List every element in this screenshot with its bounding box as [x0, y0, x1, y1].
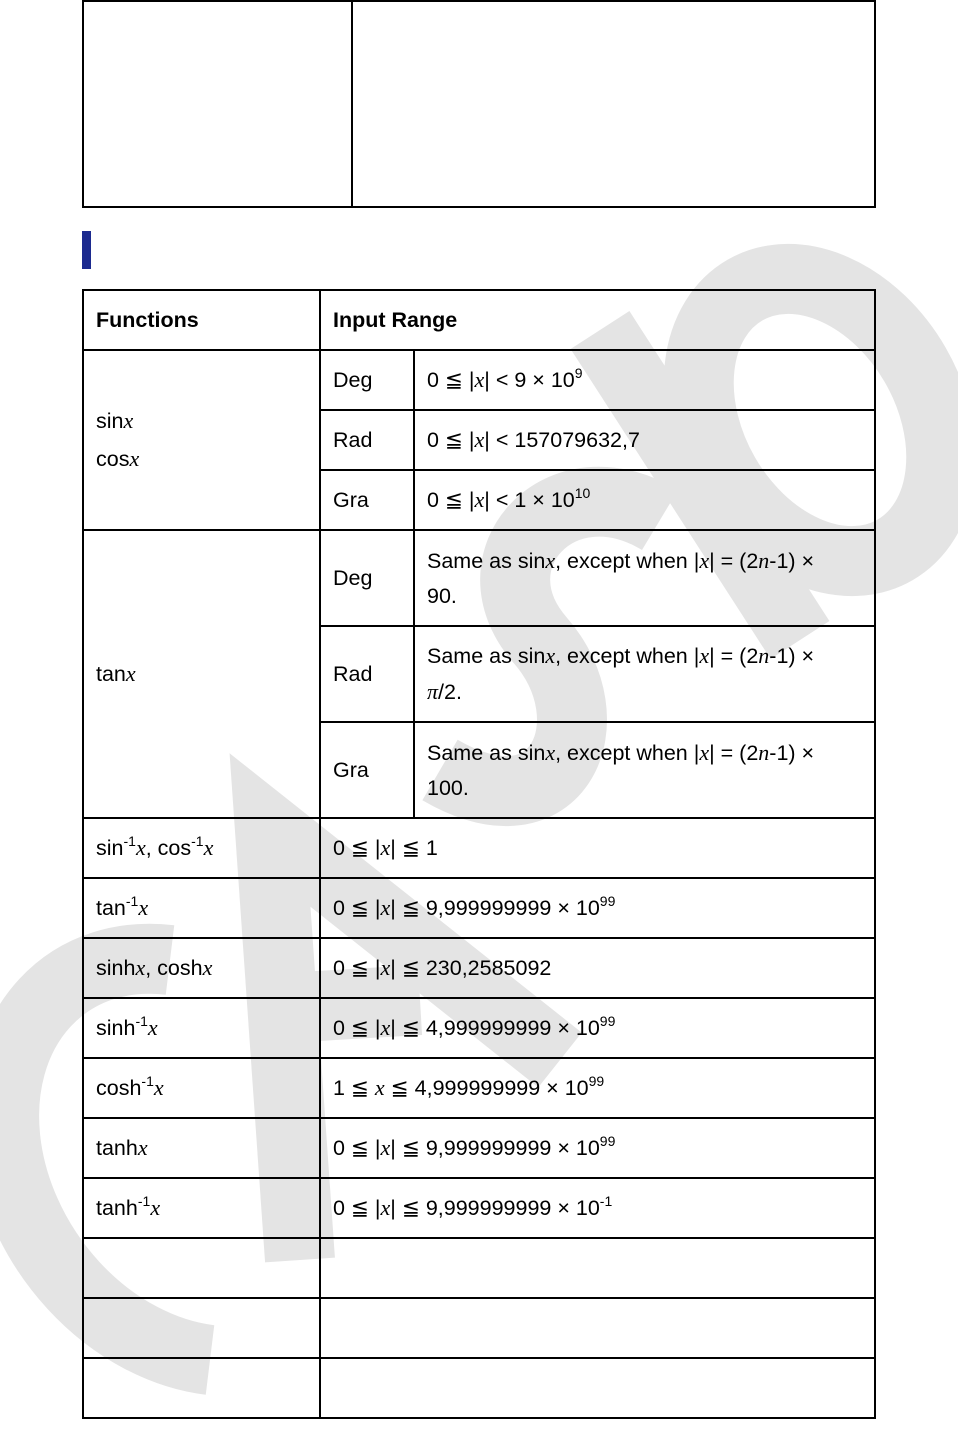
table-row: [83, 938, 875, 998]
empty-cell: [83, 1238, 320, 1298]
range-value: 0 ≦ |x| ≦ $9,999999999 \times 10^{-1}$: [320, 1178, 875, 1238]
header-functions: Functions: [83, 290, 320, 350]
function-atanh: $\tanh^{-1}x$: [83, 1178, 320, 1238]
table-row: [83, 1358, 875, 1418]
table-row: [83, 1118, 875, 1178]
function-tan: tanx: [83, 530, 320, 818]
empty-cell: [320, 1358, 875, 1418]
function-tanh: tanhx: [83, 1118, 320, 1178]
function-atan: $\tan^{-1}x$: [83, 878, 320, 938]
range-value: Same as sinx, except when |x| = (2n-1) × 100.: [414, 722, 875, 818]
range-value: 0 ≦ |x| ≦ 230,2585092: [320, 938, 875, 998]
range-value: Same as sinx, except when |x| = (2n-1) × π/2.: [414, 626, 875, 722]
table-row: [83, 818, 875, 878]
empty-cell: [83, 1298, 320, 1358]
function-acosh: $\cosh^{-1}x$: [83, 1058, 320, 1118]
table-row: [83, 878, 875, 938]
range-value: Same as sinx, except when |x| = (2n-1) × 90.: [414, 530, 875, 626]
table-row: [83, 1238, 875, 1298]
previous-table-fragment: [82, 0, 876, 208]
angle-mode-gra: Gra: [320, 722, 414, 818]
angle-mode-rad: Rad: [320, 626, 414, 722]
range-value: 0 ≦ |x| ≦ 1: [320, 818, 875, 878]
empty-cell: [320, 1298, 875, 1358]
function-sin-cos: sinx cosx: [83, 350, 320, 530]
angle-mode-deg: Deg: [320, 530, 414, 626]
angle-mode-rad: Rad: [320, 410, 414, 470]
table-row: [83, 1058, 875, 1118]
angle-mode-gra: Gra: [320, 470, 414, 530]
header-input-range: Input Range: [320, 290, 875, 350]
table-row: [83, 1298, 875, 1358]
range-value: 1 ≦ x ≦ $4,999999999 \times 10^{99}$: [320, 1058, 875, 1118]
table-row: [83, 1178, 875, 1238]
function-asinh: $\sinh^{-1}x$: [83, 998, 320, 1058]
empty-cell: [352, 1, 875, 207]
table-row: [83, 530, 875, 626]
empty-cell: [83, 1358, 320, 1418]
angle-mode-deg: Deg: [320, 350, 414, 410]
range-value: 0 ≦ $|x| < 9 \times 10^9$: [414, 350, 875, 410]
range-value: 0 ≦ |x| ≦ $9,999999999 \times 10^{99}$: [320, 878, 875, 938]
section-heading-marker: [82, 231, 91, 269]
function-sinh-cosh: sinhx, coshx: [83, 938, 320, 998]
range-value: 0 ≦ |x| < 157079632,7: [414, 410, 875, 470]
range-value: 0 ≦ |x| ≦ $9,999999999 \times 10^{99}$: [320, 1118, 875, 1178]
function-asin-acos: $\sin^{-1}x$, $\cos^{-1}x$: [83, 818, 320, 878]
empty-cell: [320, 1238, 875, 1298]
table-row: [83, 350, 875, 410]
table-header-row: [83, 290, 875, 350]
range-value: 0 ≦ $|x| < 1 \times 10^{10}$: [414, 470, 875, 530]
range-value: 0 ≦ |x| ≦ $4,999999999 \times 10^{99}$: [320, 998, 875, 1058]
empty-cell: [83, 1, 352, 207]
table-row: [83, 998, 875, 1058]
function-input-range-table: [82, 289, 876, 1419]
